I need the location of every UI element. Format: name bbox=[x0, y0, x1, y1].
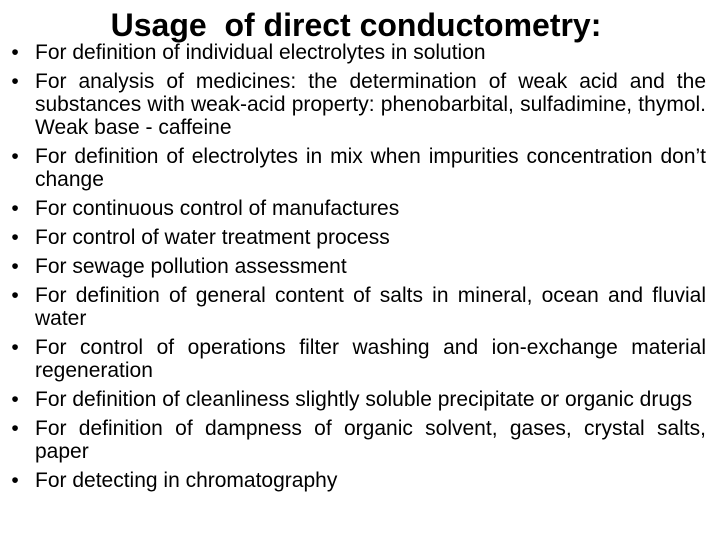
bullet-item bbox=[0, 417, 720, 463]
bullet-item bbox=[0, 145, 720, 191]
bullet-list bbox=[0, 41, 720, 498]
bullet-text: For analysis of medicines: the determination of weak acid and the substances with weak-acid property: phenobarbital, sulfadimine, thymol. Weak base - caffeine bbox=[35, 70, 706, 139]
bullet-dot-icon: • bbox=[11, 197, 19, 220]
bullet-dot-icon: • bbox=[11, 388, 19, 411]
bullet-dot-icon: • bbox=[11, 41, 19, 64]
bullet-text: For control of operations filter washing and ion-exchange material regeneration bbox=[35, 336, 706, 382]
bullet-text: For detecting in chromatography bbox=[35, 469, 338, 492]
bullet-item bbox=[0, 41, 720, 64]
bullet-item bbox=[0, 284, 720, 330]
bullet-dot-icon: • bbox=[11, 284, 19, 307]
bullet-dot-icon: • bbox=[11, 336, 19, 359]
bullet-item bbox=[0, 226, 720, 249]
bullet-text: For definition of electrolytes in mix when impurities concentration don’t change bbox=[35, 145, 706, 191]
bullet-text: For continuous control of manufactures bbox=[35, 197, 400, 220]
bullet-text: For definition of dampness of organic solvent, gases, crystal salts, paper bbox=[35, 417, 706, 463]
bullet-item bbox=[0, 469, 720, 492]
bullet-item bbox=[0, 336, 720, 382]
bullet-text: For definition of individual electrolytes in solution bbox=[35, 41, 486, 64]
bullet-dot-icon: • bbox=[11, 255, 19, 278]
slide-title: Usage of direct conductometry: bbox=[110, 7, 602, 43]
bullet-text: For definition of general content of salts in mineral, ocean and fluvial water bbox=[35, 284, 706, 330]
bullet-dot-icon: • bbox=[11, 70, 19, 93]
bullet-text: For sewage pollution assessment bbox=[35, 255, 347, 278]
bullet-dot-icon: • bbox=[11, 417, 19, 440]
bullet-item bbox=[0, 70, 720, 139]
bullet-text: For control of water treatment process bbox=[35, 226, 390, 249]
bullet-item bbox=[0, 255, 720, 278]
bullet-text: For definition of cleanliness slightly soluble precipitate or organic drugs bbox=[35, 388, 693, 411]
bullet-item bbox=[0, 197, 720, 220]
bullet-item bbox=[0, 388, 720, 411]
bullet-dot-icon: • bbox=[11, 469, 19, 492]
bullet-dot-icon: • bbox=[11, 226, 19, 249]
bullet-dot-icon: • bbox=[11, 145, 19, 168]
